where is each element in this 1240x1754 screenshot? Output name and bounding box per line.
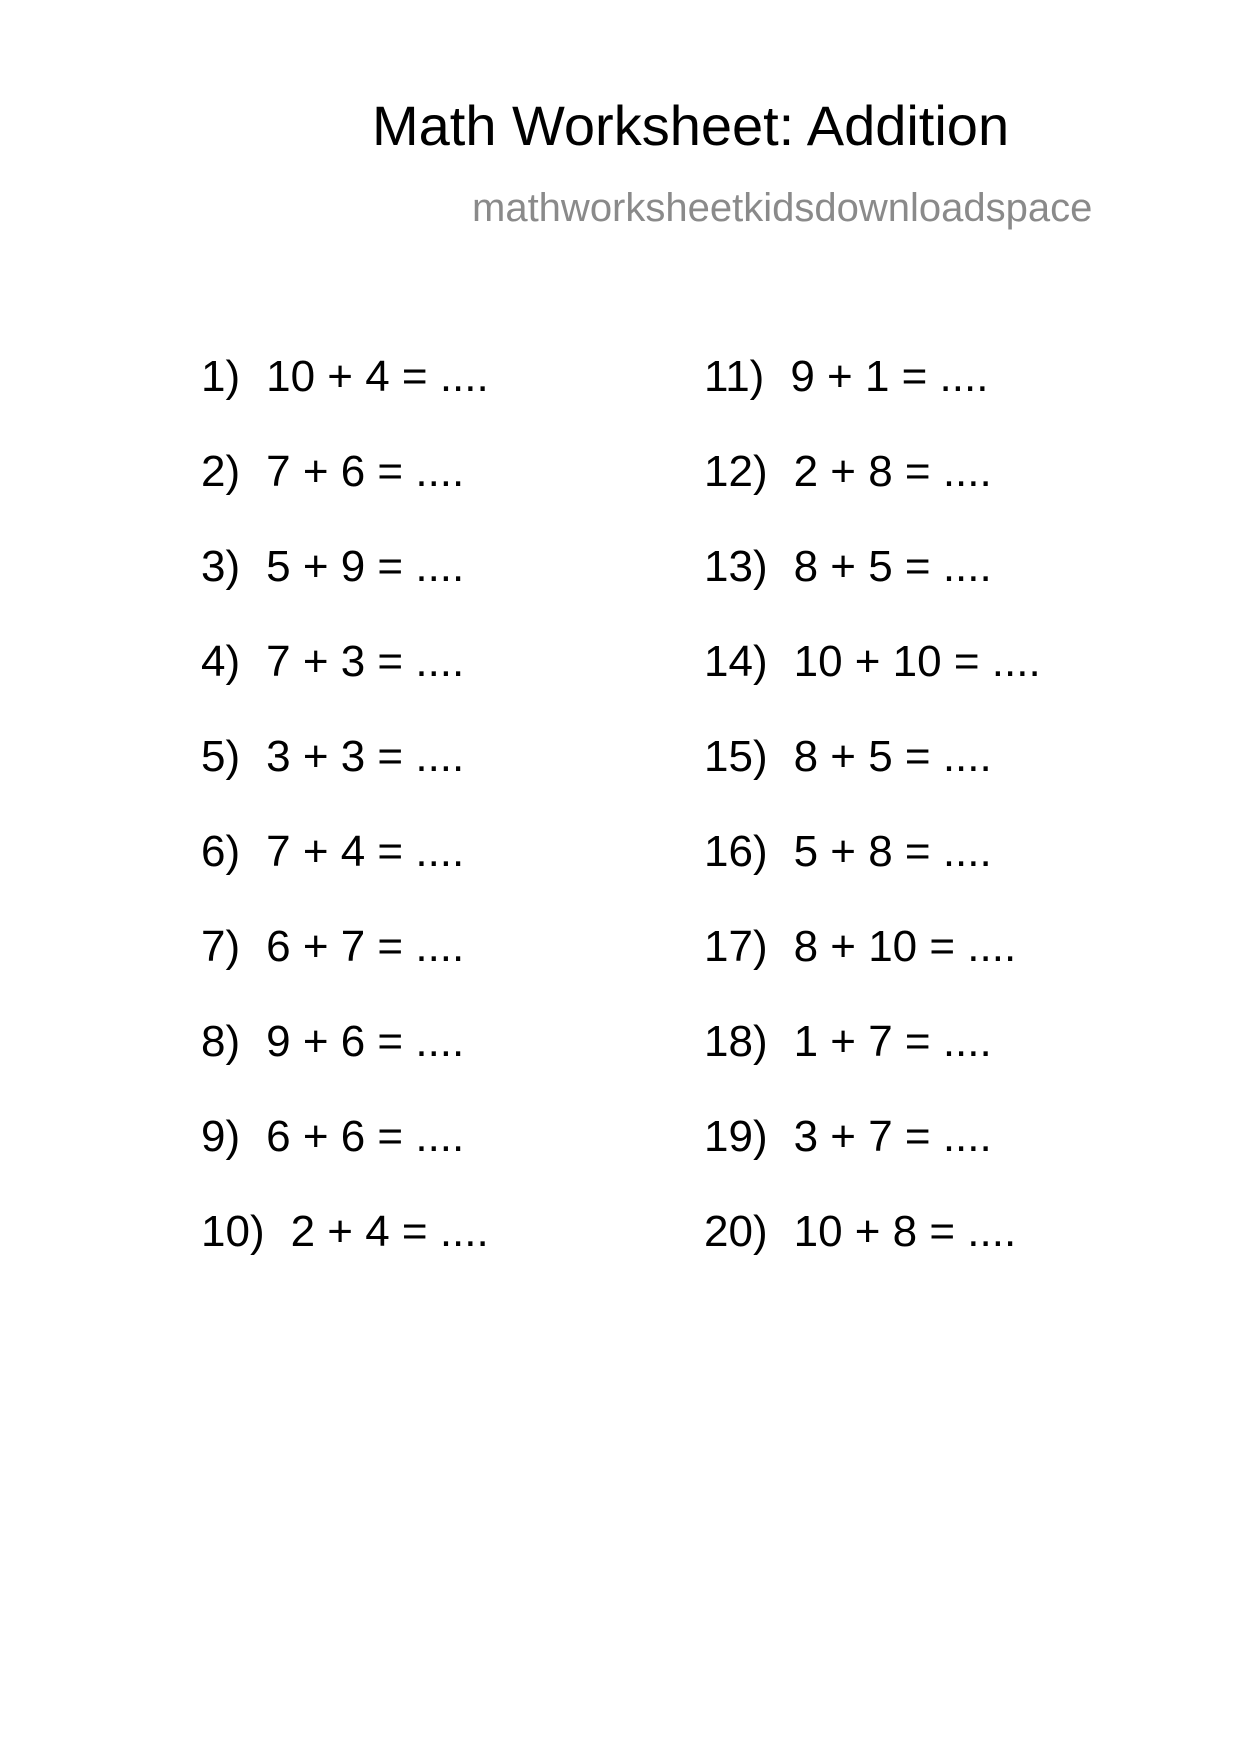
problem-item: [201, 732, 489, 830]
problem-item: [704, 827, 1041, 925]
problem-item: [704, 1207, 1041, 1305]
problems-column-left: [201, 352, 489, 1305]
problem-number: 18): [704, 1017, 768, 1066]
problem-number: 4): [201, 637, 241, 686]
problem-number: 14): [704, 637, 768, 686]
problem-expression: 9 + 1 = ....: [790, 352, 989, 401]
problem-expression: 7 + 6 = ....: [266, 447, 465, 496]
problem-number: 6): [201, 827, 241, 876]
problem-item: [201, 637, 489, 735]
problem-number: 8): [201, 1017, 241, 1066]
problem-expression: 5 + 9 = ....: [266, 542, 465, 591]
problem-item: [704, 352, 1041, 450]
problem-expression: 6 + 6 = ....: [266, 1112, 465, 1161]
problem-number: 20): [704, 1207, 768, 1256]
problem-number: 13): [704, 542, 768, 591]
problem-number: 15): [704, 732, 768, 781]
problem-number: 5): [201, 732, 241, 781]
problem-number: 12): [704, 447, 768, 496]
problem-number: 7): [201, 922, 241, 971]
problem-number: 3): [201, 542, 241, 591]
problem-expression: 8 + 5 = ....: [793, 542, 992, 591]
problem-expression: 10 + 4 = ....: [266, 352, 489, 401]
problem-item: [704, 1112, 1041, 1210]
problem-number: 2): [201, 447, 241, 496]
problems-column-right: [704, 352, 1041, 1305]
problem-item: [704, 732, 1041, 830]
worksheet-subtitle: mathworksheetkidsdownloadspace: [472, 186, 1093, 230]
problem-expression: 9 + 6 = ....: [266, 1017, 465, 1066]
problem-expression: 7 + 3 = ....: [266, 637, 465, 686]
problem-expression: 8 + 10 = ....: [793, 922, 1017, 971]
problem-number: 16): [704, 827, 768, 876]
problem-expression: 1 + 7 = ....: [793, 1017, 992, 1066]
problem-item: [704, 637, 1041, 735]
problem-expression: 10 + 10 = ....: [793, 637, 1041, 686]
problem-item: [201, 1112, 489, 1210]
problem-item: [704, 447, 1041, 545]
problem-item: [201, 352, 489, 450]
problem-number: 17): [704, 922, 768, 971]
problem-expression: 3 + 3 = ....: [266, 732, 465, 781]
worksheet-title: Math Worksheet: Addition: [372, 94, 1010, 157]
problem-number: 11): [704, 352, 765, 401]
problem-item: [201, 1017, 489, 1115]
problem-item: [201, 827, 489, 925]
problem-item: [704, 1017, 1041, 1115]
problem-number: 9): [201, 1112, 241, 1161]
problem-item: [201, 922, 489, 1020]
problem-item: [704, 542, 1041, 640]
problem-item: [201, 447, 489, 545]
problem-number: 19): [704, 1112, 768, 1161]
problem-expression: 3 + 7 = ....: [793, 1112, 992, 1161]
problem-item: [704, 922, 1041, 1020]
problem-expression: 7 + 4 = ....: [266, 827, 465, 876]
problem-number: 1): [201, 352, 241, 401]
problem-expression: 2 + 4 = ....: [290, 1207, 489, 1256]
problem-expression: 5 + 8 = ....: [793, 827, 992, 876]
problem-number: 10): [201, 1207, 265, 1256]
problem-item: [201, 542, 489, 640]
problem-expression: 2 + 8 = ....: [793, 447, 992, 496]
problem-item: [201, 1207, 489, 1305]
problem-expression: 8 + 5 = ....: [793, 732, 992, 781]
problem-expression: 6 + 7 = ....: [266, 922, 465, 971]
problem-expression: 10 + 8 = ....: [793, 1207, 1017, 1256]
